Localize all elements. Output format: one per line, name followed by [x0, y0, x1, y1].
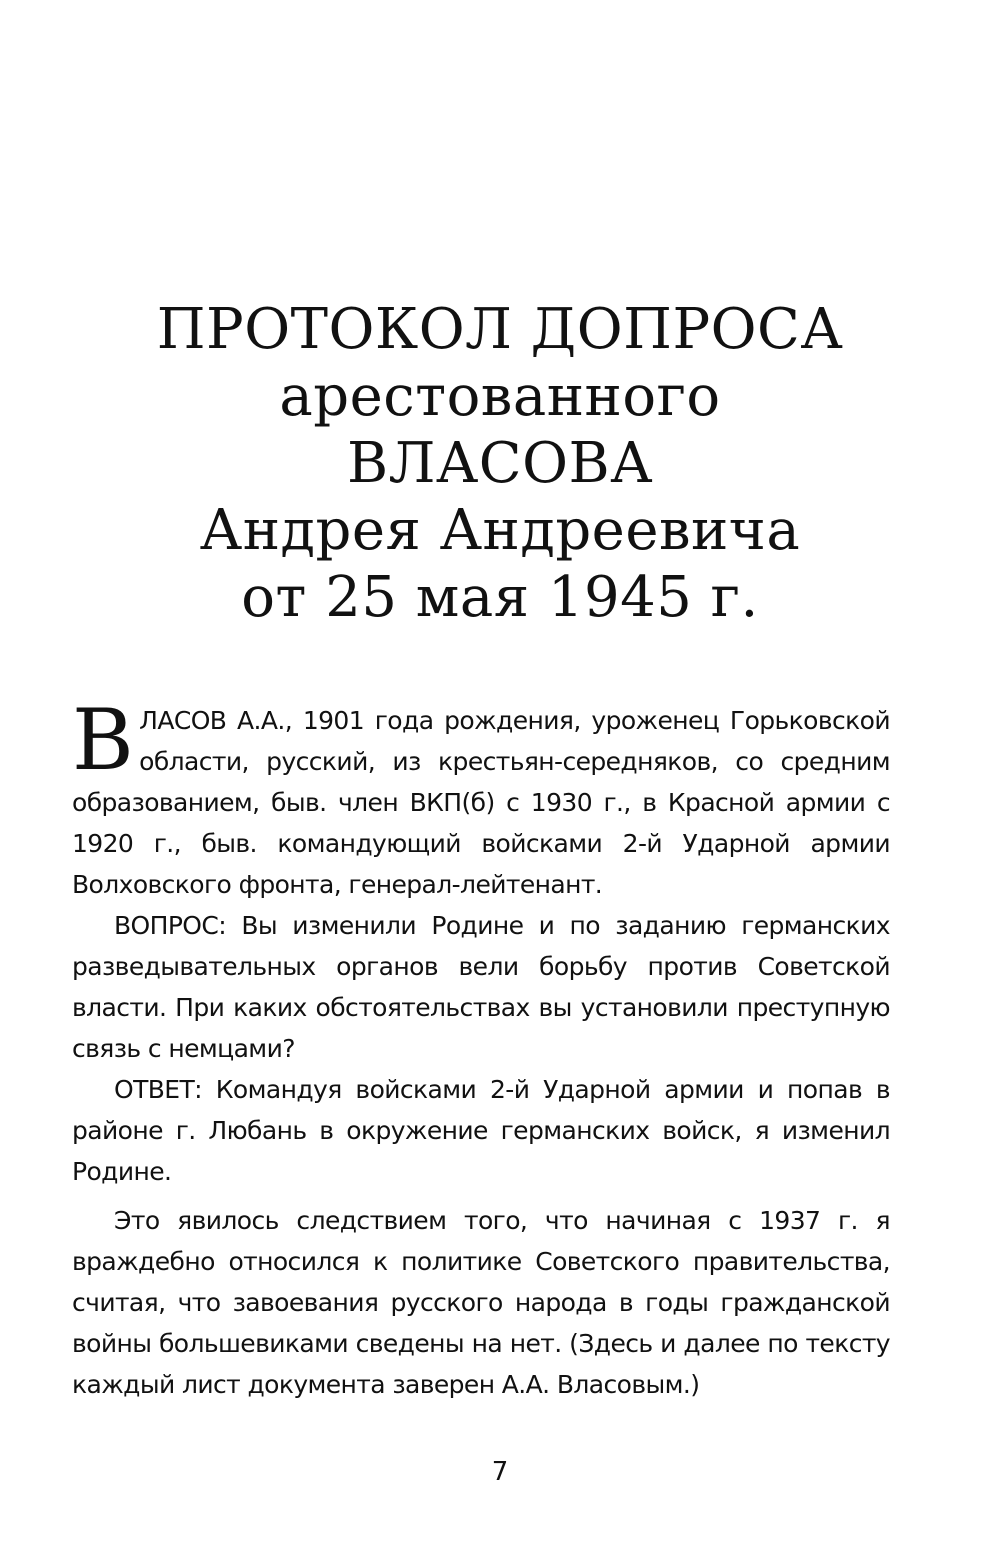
- title-line-4: Андрея Андреевича: [199, 498, 801, 563]
- page-number: 7: [491, 1457, 509, 1487]
- body-text: [72, 691, 890, 1405]
- title-line-2: арестованного: [279, 364, 721, 429]
- title-line-5: от 25 мая 1945 г.: [241, 565, 759, 630]
- intro-paragraph: [72, 691, 890, 905]
- title-line-1: ПРОТОКОЛ ДОПРОСА: [156, 297, 844, 362]
- answer-paragraph: ОТВЕТ: Командуя войсками 2-й Ударной армии и попав в районе г. Любань в окружение германских войск, я изменил Родине.: [72, 1075, 890, 1186]
- intro-paragraph-text: ЛАСОВ А.А., 1901 года рождения, уроженец Горьковской области, русский, из крестьян-середняков, со средним образованием, быв. член ВКП(б) с 1930 г., в Красной армии с 1920 г., быв. командующий войсками 2-й Ударной армии Волховского фронта, генерал-лейтенант.: [72, 706, 890, 899]
- answer-continued-paragraph: Это явилось следствием того, что начиная с 1937 г. я враждебно относился к политике Советского правительства, считая, что завоевания русского народа в годы гражданской войны большевиками сведены на нет. (Здесь и далее по тексту каждый лист документа заверен А.А. Власовым.): [72, 1206, 890, 1399]
- document-title: [0, 296, 1000, 631]
- question-paragraph: ВОПРОС: Вы изменили Родине и по заданию германских разведывательных органов вели борьбу против Советской власти. При каких обстоятельствах вы установили преступную связь с немцами?: [72, 911, 890, 1063]
- title-line-3: ВЛАСОВА: [346, 431, 654, 496]
- drop-cap: В: [72, 691, 134, 789]
